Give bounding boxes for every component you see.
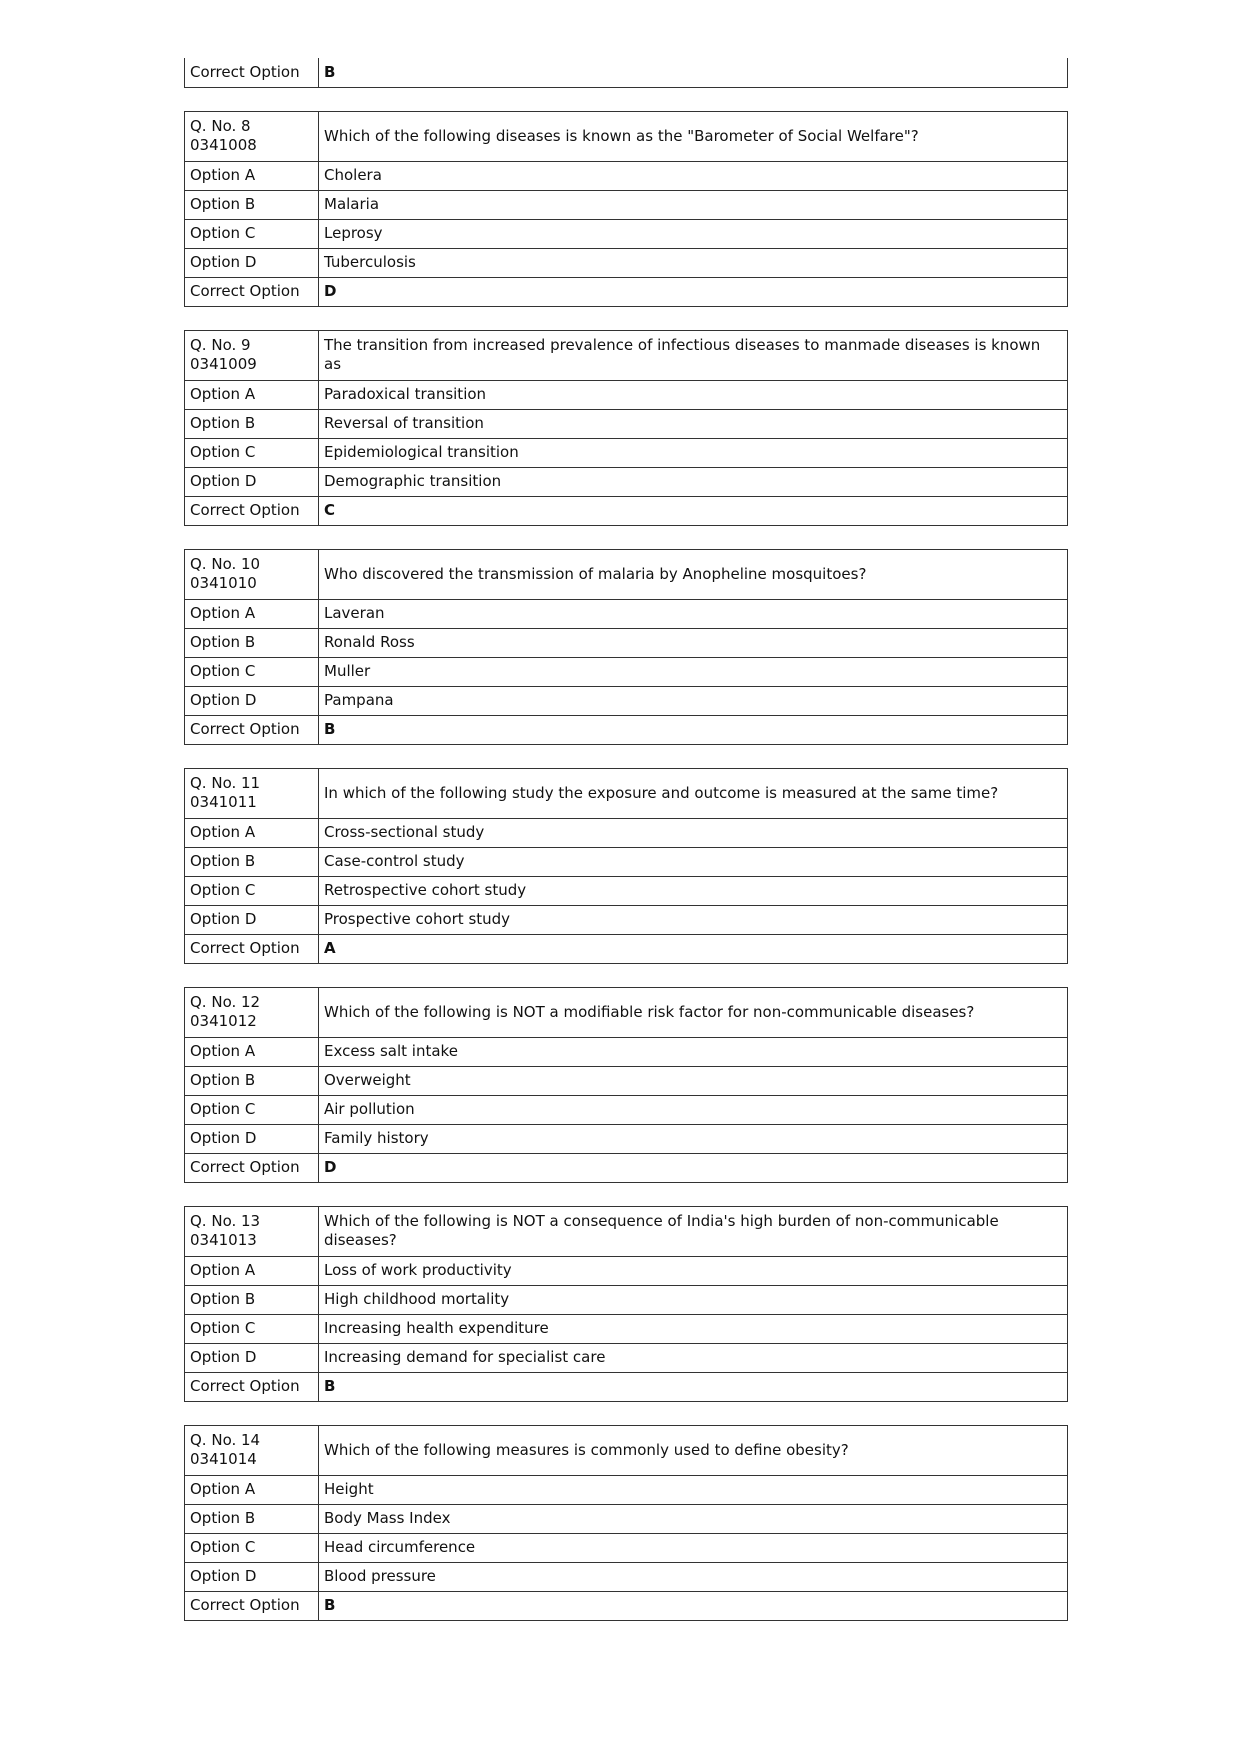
question-code: 0341012: [190, 1012, 257, 1030]
correct-option-row: [185, 1372, 1068, 1401]
option-label: Option A: [185, 599, 319, 628]
option-row: [185, 1562, 1068, 1591]
question-number-cell: [185, 111, 319, 161]
option-row: [185, 248, 1068, 277]
question-number: Q. No. 10: [190, 555, 261, 573]
option-label: Option A: [185, 1256, 319, 1285]
question-header-row: [185, 768, 1068, 818]
option-row: [185, 161, 1068, 190]
option-text: Overweight: [319, 1066, 1068, 1095]
option-row: [185, 190, 1068, 219]
option-label: Option C: [185, 1095, 319, 1124]
option-label: Option D: [185, 1562, 319, 1591]
option-label: Option A: [185, 1037, 319, 1066]
option-label: Option B: [185, 190, 319, 219]
option-label: Option D: [185, 248, 319, 277]
question-header-row: [185, 111, 1068, 161]
question-header-row: [185, 330, 1068, 380]
correct-option-answer: D: [319, 1153, 1068, 1182]
question-number: Q. No. 8: [190, 117, 251, 135]
option-label: Option B: [185, 847, 319, 876]
correct-option-answer: A: [319, 934, 1068, 963]
option-text: Retrospective cohort study: [319, 876, 1068, 905]
option-text: Blood pressure: [319, 1562, 1068, 1591]
option-row: [185, 438, 1068, 467]
question-code: 0341013: [190, 1231, 257, 1249]
question-list: [184, 111, 1068, 1621]
correct-option-label: Correct Option: [185, 715, 319, 744]
option-label: Option D: [185, 1124, 319, 1153]
option-label: Option C: [185, 438, 319, 467]
option-row: [185, 847, 1068, 876]
question-table: [184, 987, 1068, 1183]
question-text: In which of the following study the exposure and outcome is measured at the same time?: [319, 768, 1068, 818]
correct-option-row: [185, 715, 1068, 744]
option-text: Laveran: [319, 599, 1068, 628]
question-number-cell: [185, 1425, 319, 1475]
correct-option-label: Correct Option: [185, 1591, 319, 1620]
option-text: Malaria: [319, 190, 1068, 219]
question-text: Which of the following diseases is known as the "Barometer of Social Welfare"?: [319, 111, 1068, 161]
question-number-cell: [185, 330, 319, 380]
option-text: Prospective cohort study: [319, 905, 1068, 934]
question-number: Q. No. 12: [190, 993, 261, 1011]
question-paper: [184, 58, 1068, 1644]
option-row: [185, 599, 1068, 628]
question-header-row: [185, 549, 1068, 599]
question-table: [184, 768, 1068, 964]
option-label: Option C: [185, 219, 319, 248]
option-row: [185, 657, 1068, 686]
option-row: [185, 1124, 1068, 1153]
option-row: [185, 380, 1068, 409]
option-text: High childhood mortality: [319, 1285, 1068, 1314]
option-row: [185, 1256, 1068, 1285]
option-label: Option A: [185, 161, 319, 190]
correct-option-label: Correct Option: [185, 934, 319, 963]
option-label: Option C: [185, 1314, 319, 1343]
option-row: [185, 628, 1068, 657]
option-text: Demographic transition: [319, 467, 1068, 496]
option-row: [185, 1066, 1068, 1095]
question-text: Which of the following is NOT a consequence of India's high burden of non-communicable diseases?: [319, 1206, 1068, 1256]
option-text: Ronald Ross: [319, 628, 1068, 657]
option-label: Option B: [185, 1504, 319, 1533]
question-table: [184, 111, 1068, 307]
option-text: Air pollution: [319, 1095, 1068, 1124]
question-table-partial: [184, 58, 1068, 88]
question-number: Q. No. 9: [190, 336, 251, 354]
correct-option-answer: B: [319, 1372, 1068, 1401]
question-text: Which of the following is NOT a modifiable risk factor for non-communicable diseases?: [319, 987, 1068, 1037]
correct-option-answer: D: [319, 277, 1068, 306]
question-table: [184, 1206, 1068, 1402]
option-row: [185, 1285, 1068, 1314]
correct-option-answer: C: [319, 496, 1068, 525]
correct-option-label: Correct Option: [185, 1153, 319, 1182]
question-table: [184, 549, 1068, 745]
option-text: Body Mass Index: [319, 1504, 1068, 1533]
question-header-row: [185, 987, 1068, 1037]
option-label: Option A: [185, 818, 319, 847]
question-number: Q. No. 11: [190, 774, 261, 792]
correct-option-row: [185, 58, 1068, 87]
question-code: 0341009: [190, 355, 257, 373]
option-text: Head circumference: [319, 1533, 1068, 1562]
option-row: [185, 1343, 1068, 1372]
option-row: [185, 409, 1068, 438]
option-label: Option C: [185, 657, 319, 686]
question-number-cell: [185, 549, 319, 599]
option-row: [185, 876, 1068, 905]
correct-option-answer: B: [319, 715, 1068, 744]
option-label: Option A: [185, 380, 319, 409]
correct-option-answer: B: [319, 58, 1068, 87]
option-row: [185, 467, 1068, 496]
correct-option-label: Correct Option: [185, 58, 319, 87]
option-label: Option B: [185, 1285, 319, 1314]
question-code: 0341011: [190, 793, 257, 811]
option-label: Option D: [185, 1343, 319, 1372]
option-row: [185, 1037, 1068, 1066]
question-number-cell: [185, 768, 319, 818]
option-row: [185, 1504, 1068, 1533]
question-number: Q. No. 13: [190, 1212, 261, 1230]
option-label: Option C: [185, 1533, 319, 1562]
option-label: Option D: [185, 686, 319, 715]
correct-option-row: [185, 496, 1068, 525]
option-text: Reversal of transition: [319, 409, 1068, 438]
question-text: The transition from increased prevalence of infectious diseases to manmade diseases is known as: [319, 330, 1068, 380]
question-number-cell: [185, 1206, 319, 1256]
option-text: Increasing health expenditure: [319, 1314, 1068, 1343]
question-text: Which of the following measures is commonly used to define obesity?: [319, 1425, 1068, 1475]
option-text: Leprosy: [319, 219, 1068, 248]
correct-option-answer: B: [319, 1591, 1068, 1620]
option-label: Option B: [185, 1066, 319, 1095]
option-row: [185, 1475, 1068, 1504]
correct-option-row: [185, 1591, 1068, 1620]
question-code: 0341014: [190, 1450, 257, 1468]
option-text: Tuberculosis: [319, 248, 1068, 277]
question-number: Q. No. 14: [190, 1431, 261, 1449]
option-text: Increasing demand for specialist care: [319, 1343, 1068, 1372]
correct-option-row: [185, 277, 1068, 306]
option-text: Paradoxical transition: [319, 380, 1068, 409]
correct-option-row: [185, 1153, 1068, 1182]
option-row: [185, 1095, 1068, 1124]
question-text: Who discovered the transmission of malaria by Anopheline mosquitoes?: [319, 549, 1068, 599]
option-label: Option D: [185, 467, 319, 496]
option-label: Option B: [185, 409, 319, 438]
correct-option-label: Correct Option: [185, 1372, 319, 1401]
option-label: Option D: [185, 905, 319, 934]
correct-option-row: [185, 934, 1068, 963]
option-row: [185, 1314, 1068, 1343]
option-text: Excess salt intake: [319, 1037, 1068, 1066]
option-label: Option A: [185, 1475, 319, 1504]
correct-option-label: Correct Option: [185, 277, 319, 306]
question-table: [184, 330, 1068, 526]
option-row: [185, 686, 1068, 715]
question-code: 0341008: [190, 136, 257, 154]
option-row: [185, 219, 1068, 248]
question-number-cell: [185, 987, 319, 1037]
question-code: 0341010: [190, 574, 257, 592]
option-text: Cross-sectional study: [319, 818, 1068, 847]
option-text: Loss of work productivity: [319, 1256, 1068, 1285]
question-header-row: [185, 1206, 1068, 1256]
option-row: [185, 905, 1068, 934]
option-text: Family history: [319, 1124, 1068, 1153]
option-label: Option B: [185, 628, 319, 657]
option-text: Case-control study: [319, 847, 1068, 876]
option-label: Option C: [185, 876, 319, 905]
question-table: [184, 1425, 1068, 1621]
option-text: Muller: [319, 657, 1068, 686]
correct-option-label: Correct Option: [185, 496, 319, 525]
option-text: Epidemiological transition: [319, 438, 1068, 467]
option-text: Cholera: [319, 161, 1068, 190]
option-row: [185, 1533, 1068, 1562]
option-text: Height: [319, 1475, 1068, 1504]
option-text: Pampana: [319, 686, 1068, 715]
question-header-row: [185, 1425, 1068, 1475]
option-row: [185, 818, 1068, 847]
